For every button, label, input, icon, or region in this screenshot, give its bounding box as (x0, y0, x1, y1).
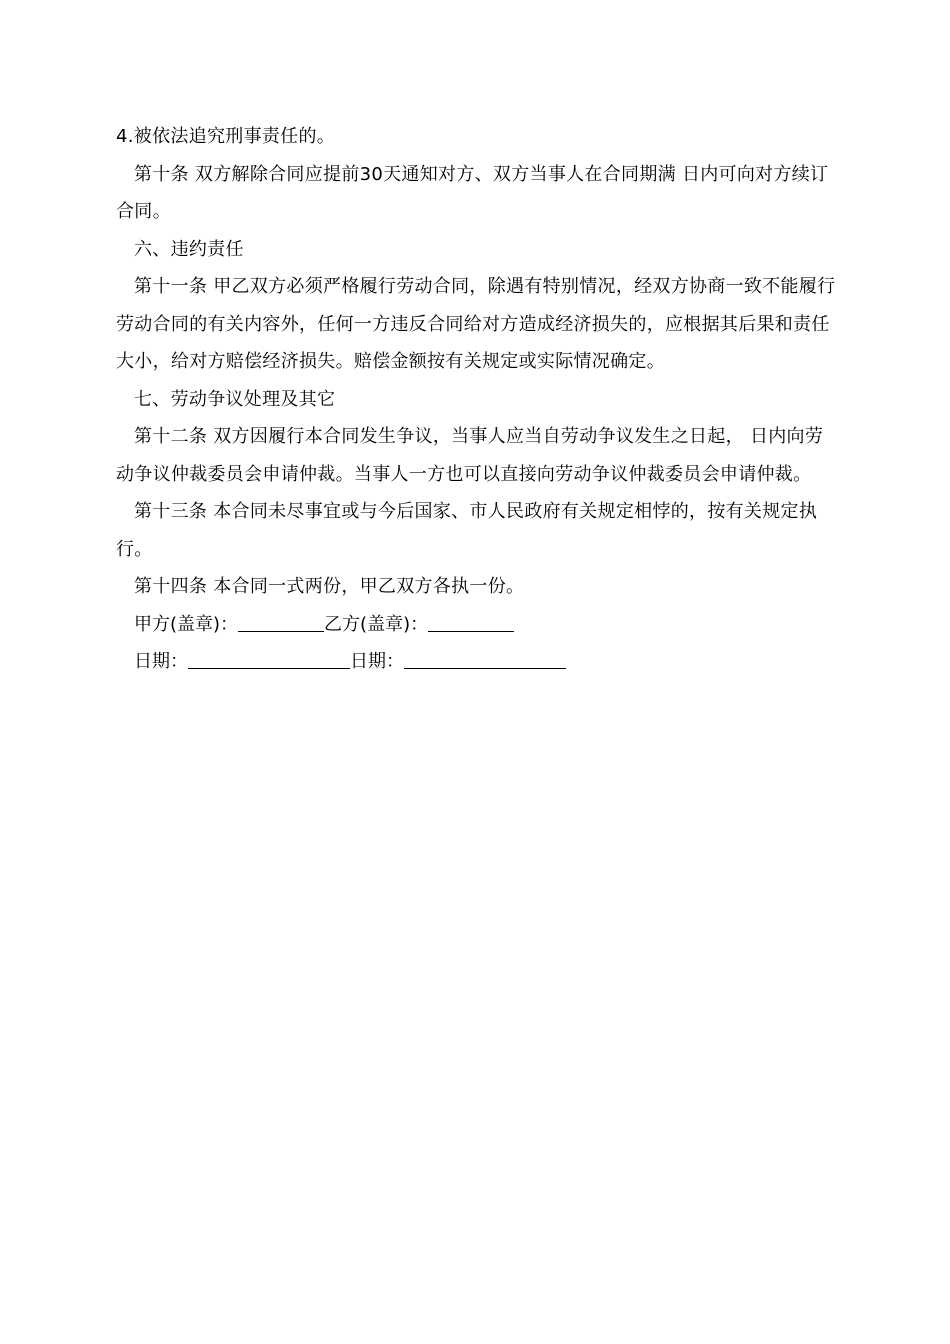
party-b-date-label: 日期： (350, 651, 404, 672)
item-4: 4.被依法追究刑事责任的。 (116, 126, 336, 147)
date-signature-line (116, 643, 836, 681)
party-b-seal-blank (428, 611, 514, 632)
document-body (116, 118, 836, 681)
article-12: 第十二条 双方因履行本合同发生争议，当事人应当自劳动争议发生之日起， 日内向劳动争议仲裁委员会申请仲裁。当事人一方也可以直接向劳动争议仲裁委员会申请仲裁。 (116, 426, 824, 485)
party-b-seal-label: 乙方(盖章)： (324, 613, 429, 635)
party-a-seal-label: 甲方(盖章)： (134, 613, 239, 635)
article-13: 第十三条 本合同未尽事宜或与今后国家、市人民政府有关规定相悖的，按有关规定执行。 (116, 501, 818, 560)
article-10: 第十条 双方解除合同应提前30天通知对方、双方当事人在合同期满 日内可向对方续订合同。 (116, 163, 829, 222)
party-b-date-blank (404, 648, 566, 669)
party-a-seal-blank (238, 611, 324, 632)
article-14: 第十四条 本合同一式两份，甲乙双方各执一份。 (134, 576, 525, 597)
section-heading-labor-dispute: 七、劳动争议处理及其它 (134, 388, 336, 410)
party-a-date-blank (188, 648, 350, 669)
party-a-date-label: 日期： (134, 651, 188, 672)
section-heading-breach-liability: 六、违约责任 (134, 238, 244, 260)
article-11: 第十一条 甲乙双方必须严格履行劳动合同，除遇有特别情况，经双方协商一致不能履行劳动合同的有关内容外，任何一方违反合同给对方造成经济损失的，应根据其后果和责任大小，给对方赔偿经济损失。赔偿金额按有关规定或实际情况确定。 (116, 276, 836, 372)
seal-signature-line (116, 606, 836, 644)
